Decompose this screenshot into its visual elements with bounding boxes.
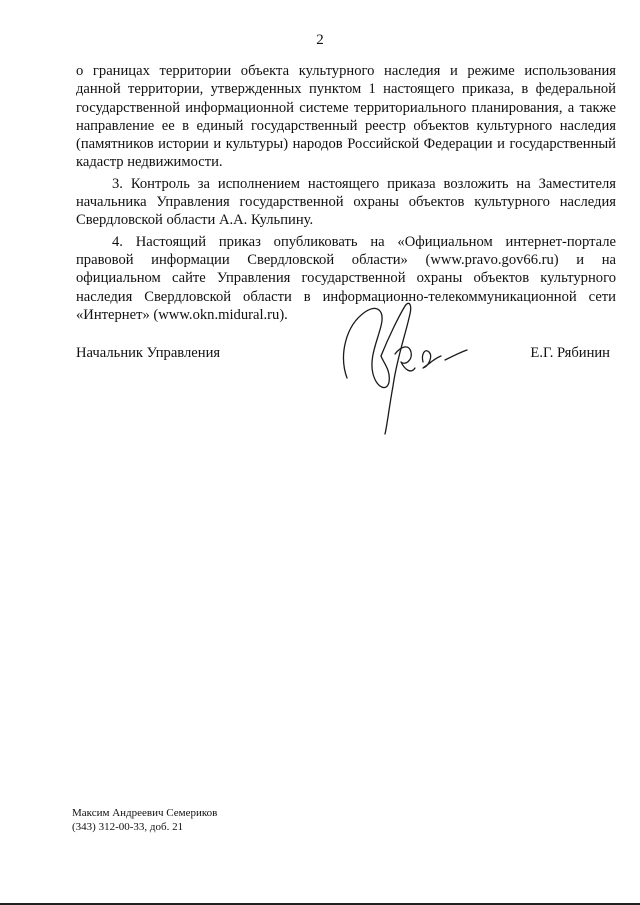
executor-phone: (343) 312-00-33, доб. 21 [72, 820, 184, 833]
executor-name: Максим Андреевич Семериков [72, 807, 218, 819]
paragraph-4: 4. Настоящий приказ опубликовать на «Официальном интернет-портале правовой информации Свердловской области» (www.pravo.gov66.ru) и на официальном сайте Управления государственной охраны объектов культурного наследия Свердловской области в информационно-телекоммуникационной сети «Интернет» (www.okn.midural.ru). [76, 233, 616, 323]
handwritten-signature [325, 296, 475, 436]
page-number: 2 [316, 32, 324, 48]
signatory-name: Е.Г. Рябинин [530, 345, 610, 361]
paragraph-continuation: о границах территории объекта культурного наследия и режиме использования данной территории, утвержденных пунктом 1 настоящего приказа, в федеральной государственной информационной системе территориального планирования, а также направление ее в единый государственный реестр объектов культурного наследия (памятников истории и культуры) народов Российской Федерации и государственный кадастр недвижимости. [76, 63, 616, 171]
document-body [76, 62, 616, 324]
paragraph-3: 3. Контроль за исполнением настоящего приказа возложить на Заместителя начальника Управления государственной охраны объектов культурного наследия Свердловской области А.А. Кульпину. [76, 175, 616, 229]
signatory-position: Начальник Управления [76, 345, 221, 361]
executor-info [72, 807, 217, 834]
